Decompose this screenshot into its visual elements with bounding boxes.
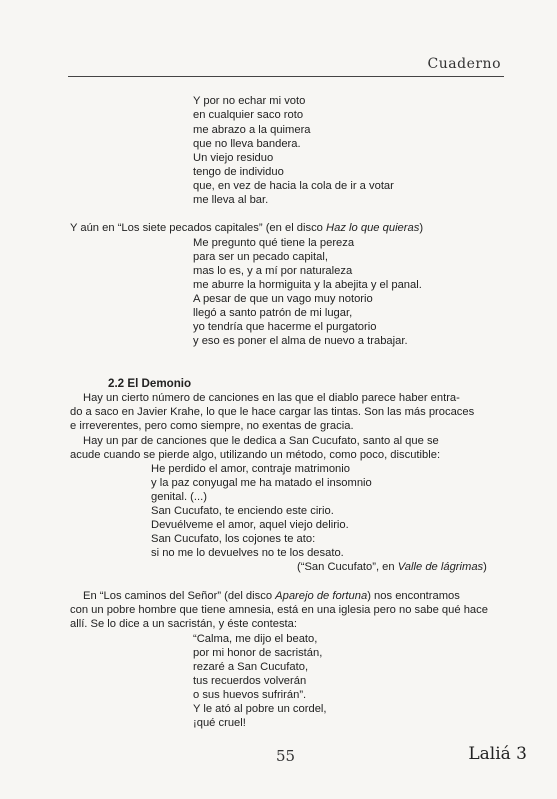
poem-line: mas lo es, y a mí por naturaleza — [193, 265, 353, 277]
poem-line: yo tendría que hacerme el purgatorio — [193, 321, 377, 333]
poem-line: “Calma, me dijo el beato, — [193, 633, 318, 645]
paragraph-line: Hay un par de canciones que le dedica a San Cucufato, santo al que se — [83, 435, 439, 447]
poem-line: San Cucufato, te enciendo este cirio. — [151, 505, 334, 517]
poem-line: rezaré a San Cucufato, — [193, 661, 309, 673]
paragraph-line: allí. Se lo dice a un sacristán, y éste contesta: — [70, 618, 297, 630]
paragraph-line: Hay un cierto número de canciones en las que el diablo parece haber entra- — [83, 392, 460, 404]
poem-line: me abrazo a la quimera — [193, 124, 311, 136]
paragraph-line: con un pobre hombre que tiene amnesia, está en una iglesia pero no sabe qué hace — [70, 604, 488, 616]
paragraph-line: En “Los caminos del Señor” (del disco Aparejo de fortuna) nos encontramos — [83, 590, 460, 602]
poem-line: A pesar de que un vago muy notorio — [193, 293, 373, 305]
poem-line: que no lleva bandera. — [193, 138, 301, 150]
poem-line: si no me lo devuelves no te los desato. — [151, 547, 344, 559]
section-heading: 2.2 El Demonio — [108, 377, 192, 390]
paragraph-intro-2: Y aún en “Los siete pecados capitales” (en el disco Haz lo que quieras) — [70, 222, 424, 234]
poem-line: tus recuerdos volverán — [193, 675, 307, 687]
poem-line: para ser un pecado capital, — [193, 251, 328, 263]
poem-line: llegó a santo patrón de mi lugar, — [193, 307, 353, 319]
paragraph-line: acude cuando se pierde algo, utilizando un método, como poco, discutible: — [70, 449, 441, 461]
poem-line: me aburre la hormiguita y la abejita y el panal. — [193, 279, 422, 291]
poem-line: me lleva al bar. — [193, 194, 269, 206]
poem-line: genital. (...) — [151, 491, 207, 503]
poem-line: tengo de individuo — [193, 166, 284, 178]
poem-line: que, en vez de hacia la cola de ir a votar — [193, 180, 394, 192]
magazine-logo: Laliá 3 — [468, 744, 527, 764]
paragraph-line: do a saco en Javier Krahe, lo que le hace cargar las tintas. Son las más procaces — [70, 406, 475, 418]
poem-line: por mi honor de sacristán, — [193, 647, 323, 659]
poem-line: He perdido el amor, contraje matrimonio — [151, 463, 350, 475]
page-number: 55 — [276, 747, 296, 765]
poem-line: y eso es poner el alma de nuevo a trabajar. — [193, 335, 408, 347]
paragraph-line: e irreverentes, pero como siempre, no exentas de gracia. — [70, 420, 354, 432]
poem-line: Un viejo residuo — [193, 152, 274, 164]
poem-line: Y por no echar mi voto — [193, 95, 306, 107]
poem-line: Y le ató al pobre un cordel, — [193, 703, 327, 715]
citation: (“San Cucufato”, en Valle de lágrimas) — [297, 561, 487, 573]
poem-line: ¡qué cruel! — [193, 717, 246, 729]
poem-line: San Cucufato, los cojones te ato: — [151, 533, 316, 545]
poem-line: Me pregunto qué tiene la pereza — [193, 237, 355, 249]
poem-line: Devuélveme el amor, aquel viejo delirio. — [151, 519, 349, 531]
poem-line: en cualquier saco roto — [193, 109, 304, 121]
header-title: Cuaderno — [427, 56, 501, 72]
poem-line: y la paz conyugal me ha matado el insomnio — [151, 477, 372, 489]
poem-line: o sus huevos sufrirán”. — [193, 689, 307, 701]
header-divider — [68, 76, 504, 77]
